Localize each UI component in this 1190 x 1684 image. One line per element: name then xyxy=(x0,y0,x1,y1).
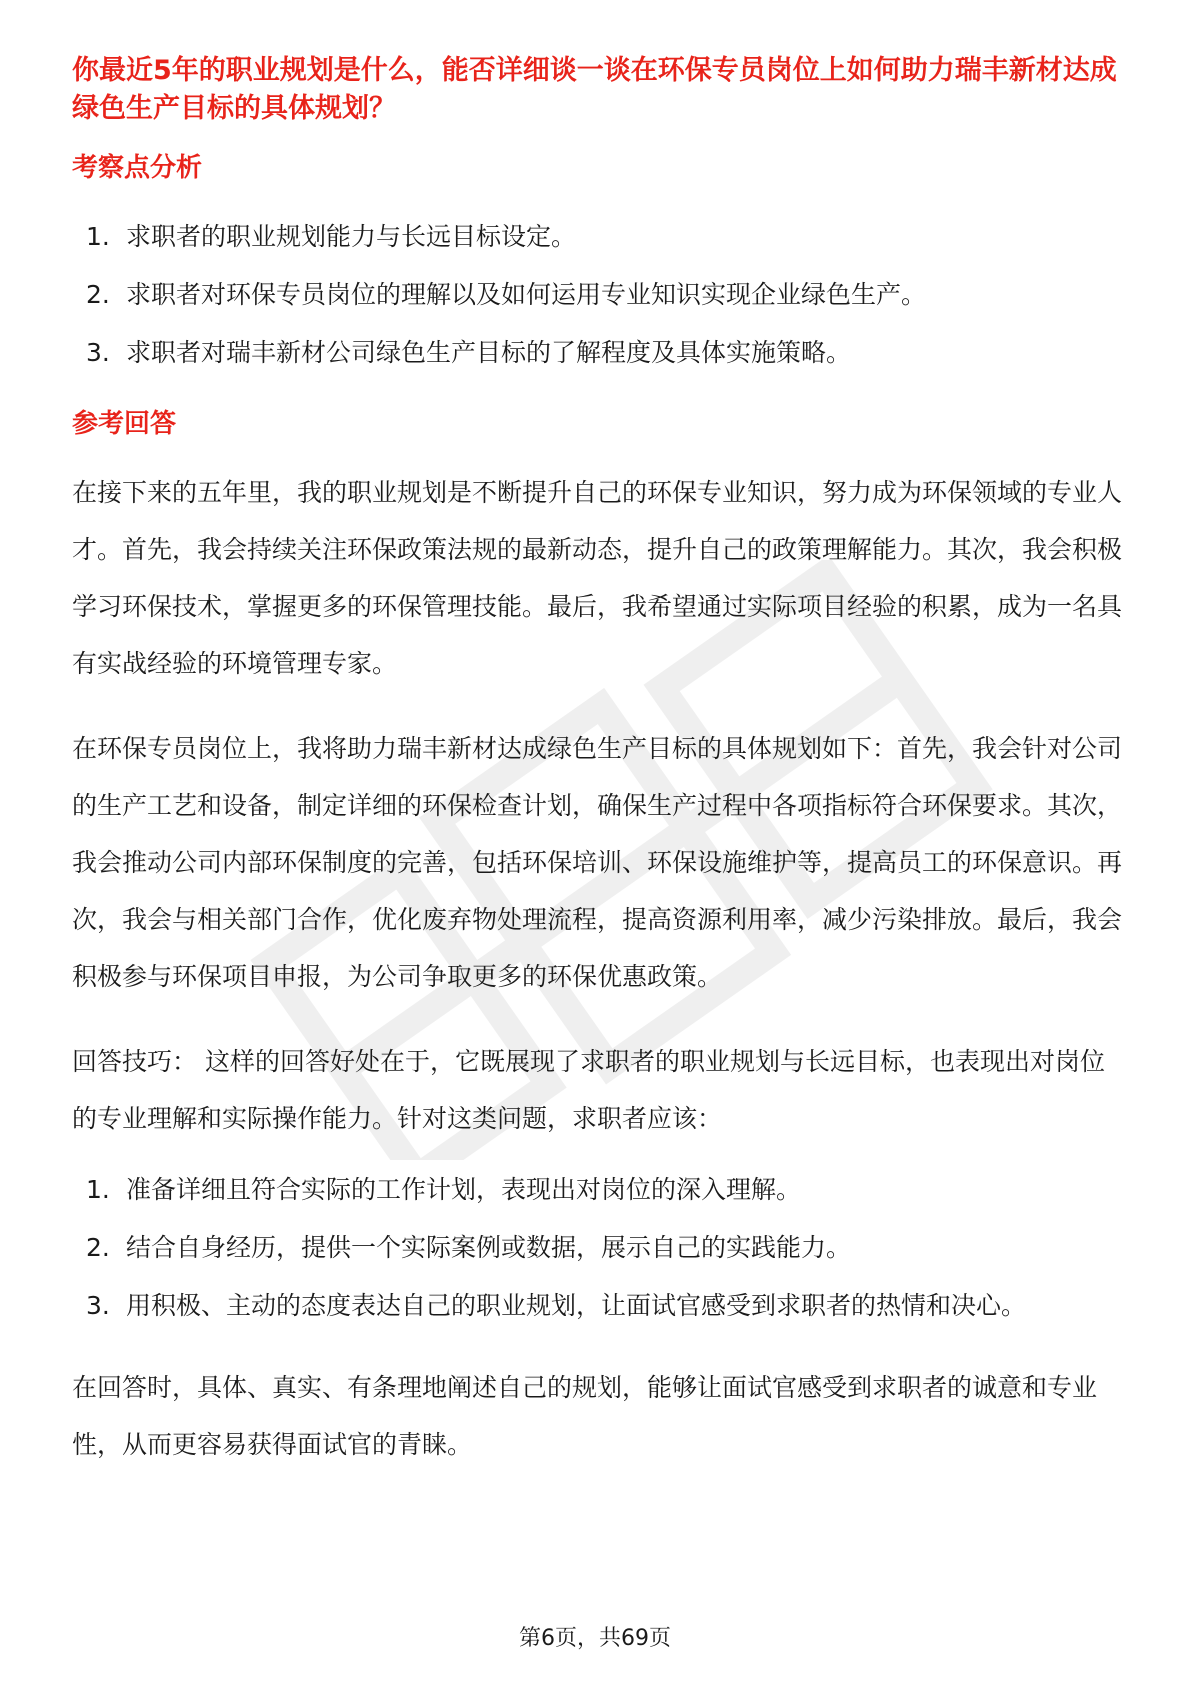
closing-paragraph: 在回答时，具体、真实、有条理地阐述自己的规划，能够让面试官感受到求职者的诚意和专业性，从而更容易获得面试官的青睐。 xyxy=(72,1373,1098,1459)
list-item-text: 求职者对环保专员岗位的理解以及如何运用专业知识实现企业绿色生产。 xyxy=(126,280,927,309)
list-item xyxy=(72,208,1122,266)
question-title: 你最近5年的职业规划是什么，能否详细谈一谈在环保专员岗位上如何助力瑞丰新材达成绿色生产目标的具体规划？ xyxy=(72,55,1117,124)
list-item xyxy=(72,1219,1122,1277)
analysis-list xyxy=(72,208,1122,382)
list-item xyxy=(72,1161,1122,1219)
list-item-number: 2. xyxy=(86,280,110,309)
list-item-text: 结合自身经历，提供一个实际案例或数据，展示自己的实践能力。 xyxy=(126,1233,852,1262)
list-item-text: 用积极、主动的态度表达自己的职业规划，让面试官感受到求职者的热情和决心。 xyxy=(126,1291,1027,1320)
answer-paragraph: 在环保专员岗位上，我将助力瑞丰新材达成绿色生产目标的具体规划如下：首先，我会针对公司的生产工艺和设备，制定详细的环保检查计划，确保生产过程中各项指标符合环保要求。其次，我会推动公司内部环保制度的完善，包括环保培训、环保设施维护等，提高员工的环保意识。再次，我会与相关部门合作，优化废弃物处理流程，提高资源利用率，减少污染排放。最后，我会积极参与环保项目申报，为公司争取更多的环保优惠政策。 xyxy=(72,734,1123,991)
list-item xyxy=(72,1277,1122,1335)
analysis-heading: 考察点分析 xyxy=(72,153,203,183)
page-number: 第6页，共69页 xyxy=(519,1626,671,1651)
list-item-text: 求职者的职业规划能力与长远目标设定。 xyxy=(126,222,577,251)
list-item-number: 2. xyxy=(86,1233,110,1262)
list-item-text: 准备详细且符合实际的工作计划，表现出对岗位的深入理解。 xyxy=(126,1175,802,1204)
list-item-number: 1. xyxy=(86,222,110,251)
answer-tips-intro: 回答技巧： 这样的回答好处在于，它既展现了求职者的职业规划与长远目标，也表现出对岗位的专业理解和实际操作能力。针对这类问题，求职者应该： xyxy=(72,1047,1105,1133)
tips-list xyxy=(72,1161,1122,1335)
list-item xyxy=(72,324,1122,382)
list-item-number: 3. xyxy=(86,1291,110,1320)
list-item-text: 求职者对瑞丰新材公司绿色生产目标的了解程度及具体实施策略。 xyxy=(126,338,852,367)
answer-heading: 参考回答 xyxy=(72,409,177,439)
list-item-number: 1. xyxy=(86,1175,110,1204)
document-content xyxy=(72,52,1122,1501)
answer-paragraph: 在接下来的五年里，我的职业规划是不断提升自己的环保专业知识，努力成为环保领域的专业人才。首先，我会持续关注环保政策法规的最新动态，提升自己的政策理解能力。其次，我会积极学习环保技术，掌握更多的环保管理技能。最后，我希望通过实际项目经验的积累，成为一名具有实战经验的环境管理专家。 xyxy=(72,478,1123,678)
list-item-number: 3. xyxy=(86,338,110,367)
list-item xyxy=(72,266,1122,324)
